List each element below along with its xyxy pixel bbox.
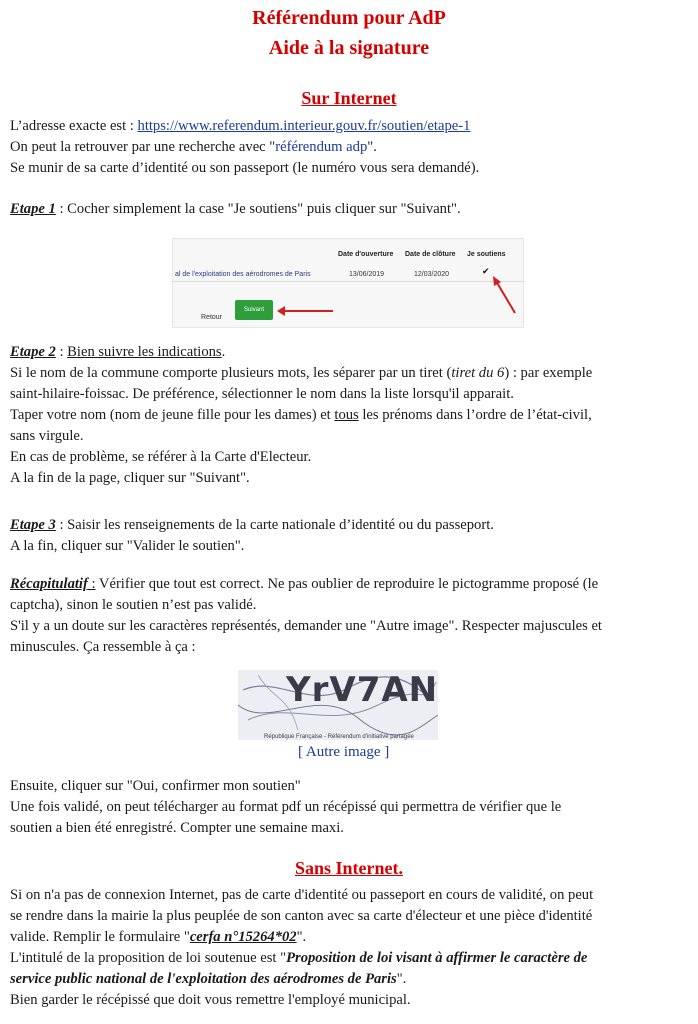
offline-l3a: valide. Remplir le formulaire " [10, 929, 190, 945]
recap-line3: S'il y a un doute sur les caractères représentés, demander une "Autre image". Respecter majuscules et [10, 618, 602, 634]
search-term: référendum adp [275, 139, 368, 155]
offline-body [10, 885, 690, 1011]
arrow-up-left-icon [491, 275, 517, 315]
column-date-close: Date de clôture [405, 251, 456, 258]
recap-sep: : [87, 576, 96, 592]
form-screenshot [172, 238, 524, 328]
step3-line2: A la fin, cliquer sur "Valider le soutien". [10, 538, 245, 554]
step3 [10, 515, 690, 557]
column-date-open: Date d'ouverture [338, 251, 394, 258]
section-heading-offline [0, 858, 698, 879]
offline-l4b: Proposition de loi visant à affirmer le caractère de [286, 950, 588, 966]
step1-text: : Cocher simplement la case "Je soutiens" puis cliquer sur "Suivant". [55, 201, 461, 217]
captcha-caption: République Française - Référendum d'initiative partagée [264, 734, 414, 740]
step1 [10, 199, 690, 220]
recap-line2: captcha), sinon le soutien n’est pas validé. [10, 597, 257, 613]
address-prefix: L’adresse exacte est : [10, 118, 138, 134]
offline-line4 [10, 948, 690, 969]
offline-line5 [10, 969, 690, 990]
column-support: Je soutiens [467, 251, 506, 258]
offline-line3 [10, 927, 690, 948]
recap-line4: minuscules. Ça ressemble à ça : [10, 639, 196, 655]
referendum-url-link[interactable]: https://www.referendum.interieur.gouv.fr/soutien/etape-1 [137, 118, 471, 134]
offline-l3c: ". [296, 929, 307, 945]
captcha-text: YrV7AN [286, 670, 438, 710]
step2-l3b: tous [334, 407, 359, 423]
row-date-open: 13/06/2019 [349, 271, 385, 278]
step2-l3a: Taper votre nom (nom de jeune fille pour les dames) et [10, 407, 335, 423]
step2-label: Etape 2 [10, 344, 56, 360]
step2-l3c: les prénoms dans l’ordre de l’état-civil, [358, 407, 592, 423]
after-line2: Une fois validé, on peut télécharger au format pdf un récépissé qui permettra de vérifier que le [10, 799, 562, 815]
document-subtitle: Aide à la signature [268, 37, 430, 59]
search-prefix: On peut la retrouver par une recherche avec " [10, 139, 276, 155]
cerfa-form-reference: cerfa n°15264*02 [189, 929, 297, 945]
row-date-close: 12/03/2020 [414, 271, 450, 278]
offline-l4a: L'intitulé de la proposition de loi soutenue est " [10, 950, 287, 966]
offline-line6: Bien garder le récépissé que doit vous remettre l'employé municipal. [10, 992, 411, 1008]
row-proposal-name: al de l'exploitation des aérodromes de Paris [175, 271, 311, 278]
next-button[interactable]: Suivant [235, 300, 273, 320]
step2-end: . [221, 344, 226, 360]
internet-intro [10, 116, 690, 179]
id-line: Se munir de sa carte d’identité ou son passeport (le numéro vous sera demandé). [10, 160, 480, 176]
step2-l1c: ) : par exemple [504, 365, 593, 381]
step2-line3 [10, 405, 690, 426]
offline-line2: se rendre dans la mairie la plus peuplée de son canton avec sa carte d'électeur et une pièce d'identité [10, 908, 593, 924]
other-image-link[interactable]: [ Autre image ] [298, 744, 390, 760]
row-divider [173, 281, 523, 282]
step2-sep: : [55, 344, 68, 360]
back-button[interactable]: Retour [201, 314, 223, 321]
after-line3: soutien a bien été enregistré. Compter une semaine maxi. [10, 820, 344, 836]
step3-label: Etape 3 [10, 517, 56, 533]
offline-l5a: service public national de l'exploitation des aérodromes de Paris [10, 971, 397, 987]
step2 [10, 342, 690, 489]
step2-line2: saint-hilaire-foissac. De préférence, sélectionner le nom dans la liste lorsqu'il apparait. [10, 386, 514, 402]
step2-l1b: tiret du 6 [451, 365, 505, 381]
arrow-left-icon [283, 310, 333, 312]
after-line1: Ensuite, cliquer sur "Oui, confirmer mon soutien" [10, 778, 301, 794]
step2-line6: A la fin de la page, cliquer sur "Suivant". [10, 470, 250, 486]
recap-l1: Vérifier que tout est correct. Ne pas oublier de reproduire le pictogramme proposé (le [95, 576, 599, 592]
offline-line1: Si on n'a pas de connexion Internet, pas de carte d'identité ou passeport en cours de validité, on peut [10, 887, 594, 903]
search-suffix: ". [367, 139, 377, 155]
step3-text: : Saisir les renseignements de la carte nationale d’identité ou du passeport. [55, 517, 494, 533]
after-validation [10, 776, 690, 839]
support-checkbox[interactable]: ✔ [482, 266, 490, 276]
step2-l1a: Si le nom de la commune comporte plusieurs mots, les séparer par un tiret ( [10, 365, 452, 381]
step2-line5: En cas de problème, se référer à la Carte d'Electeur. [10, 449, 312, 465]
search-line [10, 137, 690, 158]
offline-heading-text: Sans Internet [294, 858, 399, 878]
recap [10, 574, 690, 658]
offline-l5b: ". [396, 971, 407, 987]
step1-label: Etape 1 [10, 201, 56, 217]
section-heading-internet: Sur Internet [301, 88, 397, 108]
document-title: Référendum pour AdP [252, 7, 446, 29]
recap-label: Récapitulatif [10, 576, 88, 592]
step2-title: Bien suivre les indications [67, 344, 222, 360]
step2-line1 [10, 363, 690, 384]
offline-heading-dot: . [398, 858, 403, 878]
address-line [10, 116, 690, 137]
captcha-image [238, 670, 438, 740]
step2-line4: sans virgule. [10, 428, 84, 444]
